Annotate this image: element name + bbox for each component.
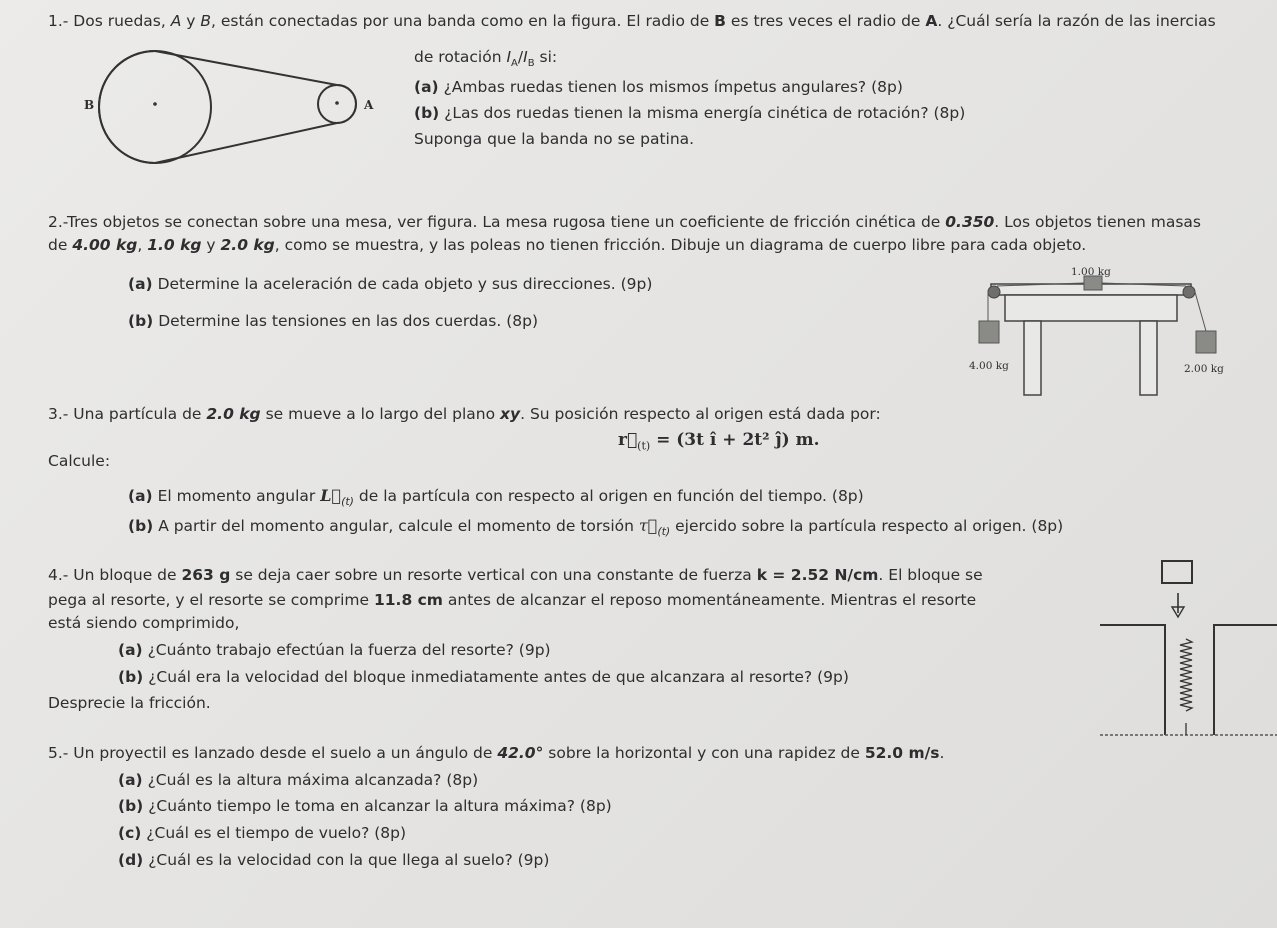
p1-question-b: (b) ¿Las dos ruedas tienen la misma energía cinética de rotación? (8p) (414, 104, 966, 122)
fig-label-2kg: 2.00 kg (1184, 363, 1224, 375)
p1-question-a: (a) ¿Ambas ruedas tienen los mismos ímpetus angulares? (8p) (414, 78, 903, 96)
cord-right-vertical (1195, 292, 1206, 331)
p5-question-a: (a) ¿Cuál es la altura máxima alcanzada? (8p) (118, 771, 479, 789)
p1-line1: 1.- Dos ruedas, A y B, están conectadas por una banda como en la figura. El radio de B es tres veces el radio de A. ¿Cuál sería la razón de las inercias (48, 12, 1216, 30)
p2-question-b: (b) Determine las tensiones en las dos cuerdas. (8p) (128, 312, 539, 330)
p5-question-c: (c) ¿Cuál es el tiempo de vuelo? (8p) (118, 824, 407, 842)
pulley-right (1183, 286, 1195, 298)
p4-line1: 4.- Un bloque de 263 g se deja caer sobre un resorte vertical con una constante de fuerza k = 2.52 N/cm. El bloque se (48, 566, 983, 584)
pulley-left (988, 286, 1000, 298)
p4-question-a: (a) ¿Cuánto trabajo efectúan la fuerza del resorte? (9p) (118, 641, 551, 659)
table-leg-left (1024, 321, 1041, 395)
position-equation: $r⃗_{(t)} = (3t$ î + 2t² ĵ) m. (618, 430, 820, 453)
wheel-a-center (335, 101, 339, 105)
p5-line1: 5.- Un proyectil es lanzado desde el suelo a un ángulo de 42.0° sobre la horizontal y con una rapidez de 52.0 m/s. (48, 744, 945, 762)
fig-label-b: B (84, 98, 95, 112)
spring-coil (1180, 639, 1192, 711)
p2-line2: de 4.00 kg, 1.0 kg y 2.0 kg, como se muestra, y las poleas no tienen fricción. Dibuje un diagrama de cuerpo libre para cada objeto. (48, 236, 1087, 254)
p2-line1: 2.-Tres objetos se conectan sobre una mesa, ver figura. La mesa rugosa tiene un coeficiente de fricción cinética de 0.350. Los objetos tienen masas (48, 213, 1202, 231)
p1-note: Suponga que la banda no se patina. (414, 130, 695, 148)
belt-wheels-figure (0, 0, 420, 180)
p3-question-b: (b) A partir del momento angular, calcule el momento de torsión $\tau⃗_{(t)}$ ejercido sobre la partícula respecto al origen. (8p) (128, 516, 1064, 539)
p4-line3: está siendo comprimido, (48, 614, 240, 632)
ground-right (1214, 625, 1277, 735)
belt-bottom (155, 123, 337, 163)
fig-label-a: A (364, 98, 374, 112)
p5-question-d: (d) ¿Cuál es la velocidad con la que llega al suelo? (9p) (118, 851, 550, 869)
p4-question-b: (b) ¿Cuál era la velocidad del bloque inmediatamente antes de que alcanzara al resorte? (9p) (118, 668, 849, 686)
ground-left (1100, 625, 1165, 735)
block-4kg (979, 321, 999, 343)
p3-line1: 3.- Una partícula de 2.0 kg se mueve a lo largo del plano xy. Su posición respecto al origen está dada por: (48, 405, 881, 423)
block-2kg (1196, 331, 1216, 353)
p1-line2: de rotación $I_A/I_B$ si: (414, 48, 558, 70)
p4-line2: pega al resorte, y el resorte se comprime 11.8 cm antes de alcanzar el reposo momentáneamente. Mientras el resorte (48, 591, 977, 609)
falling-block (1162, 561, 1192, 583)
belt-wrap-b (99, 51, 155, 163)
p4-note: Desprecie la fricción. (48, 694, 211, 712)
p3-calcule: Calcule: (48, 452, 111, 470)
belt-top (155, 51, 337, 85)
p2-question-a: (a) Determine la aceleración de cada objeto y sus direcciones. (9p) (128, 275, 653, 293)
table-leg-right (1140, 321, 1157, 395)
fig-label-4kg: 4.00 kg (969, 360, 1009, 372)
p5-question-b: (b) ¿Cuánto tiempo le toma en alcanzar la altura máxima? (8p) (118, 797, 612, 815)
table-apron (1005, 295, 1177, 321)
belt-wrap-a (337, 85, 356, 123)
wheel-b-center (153, 102, 157, 106)
fig-label-1kg: 1.00 kg (1071, 266, 1111, 278)
spring-figure (1090, 555, 1277, 745)
p3-question-a: (a) El momento angular $L⃗_{(t)}$ de la partícula con respecto al origen en función del tiempo. (8p) (128, 486, 864, 509)
